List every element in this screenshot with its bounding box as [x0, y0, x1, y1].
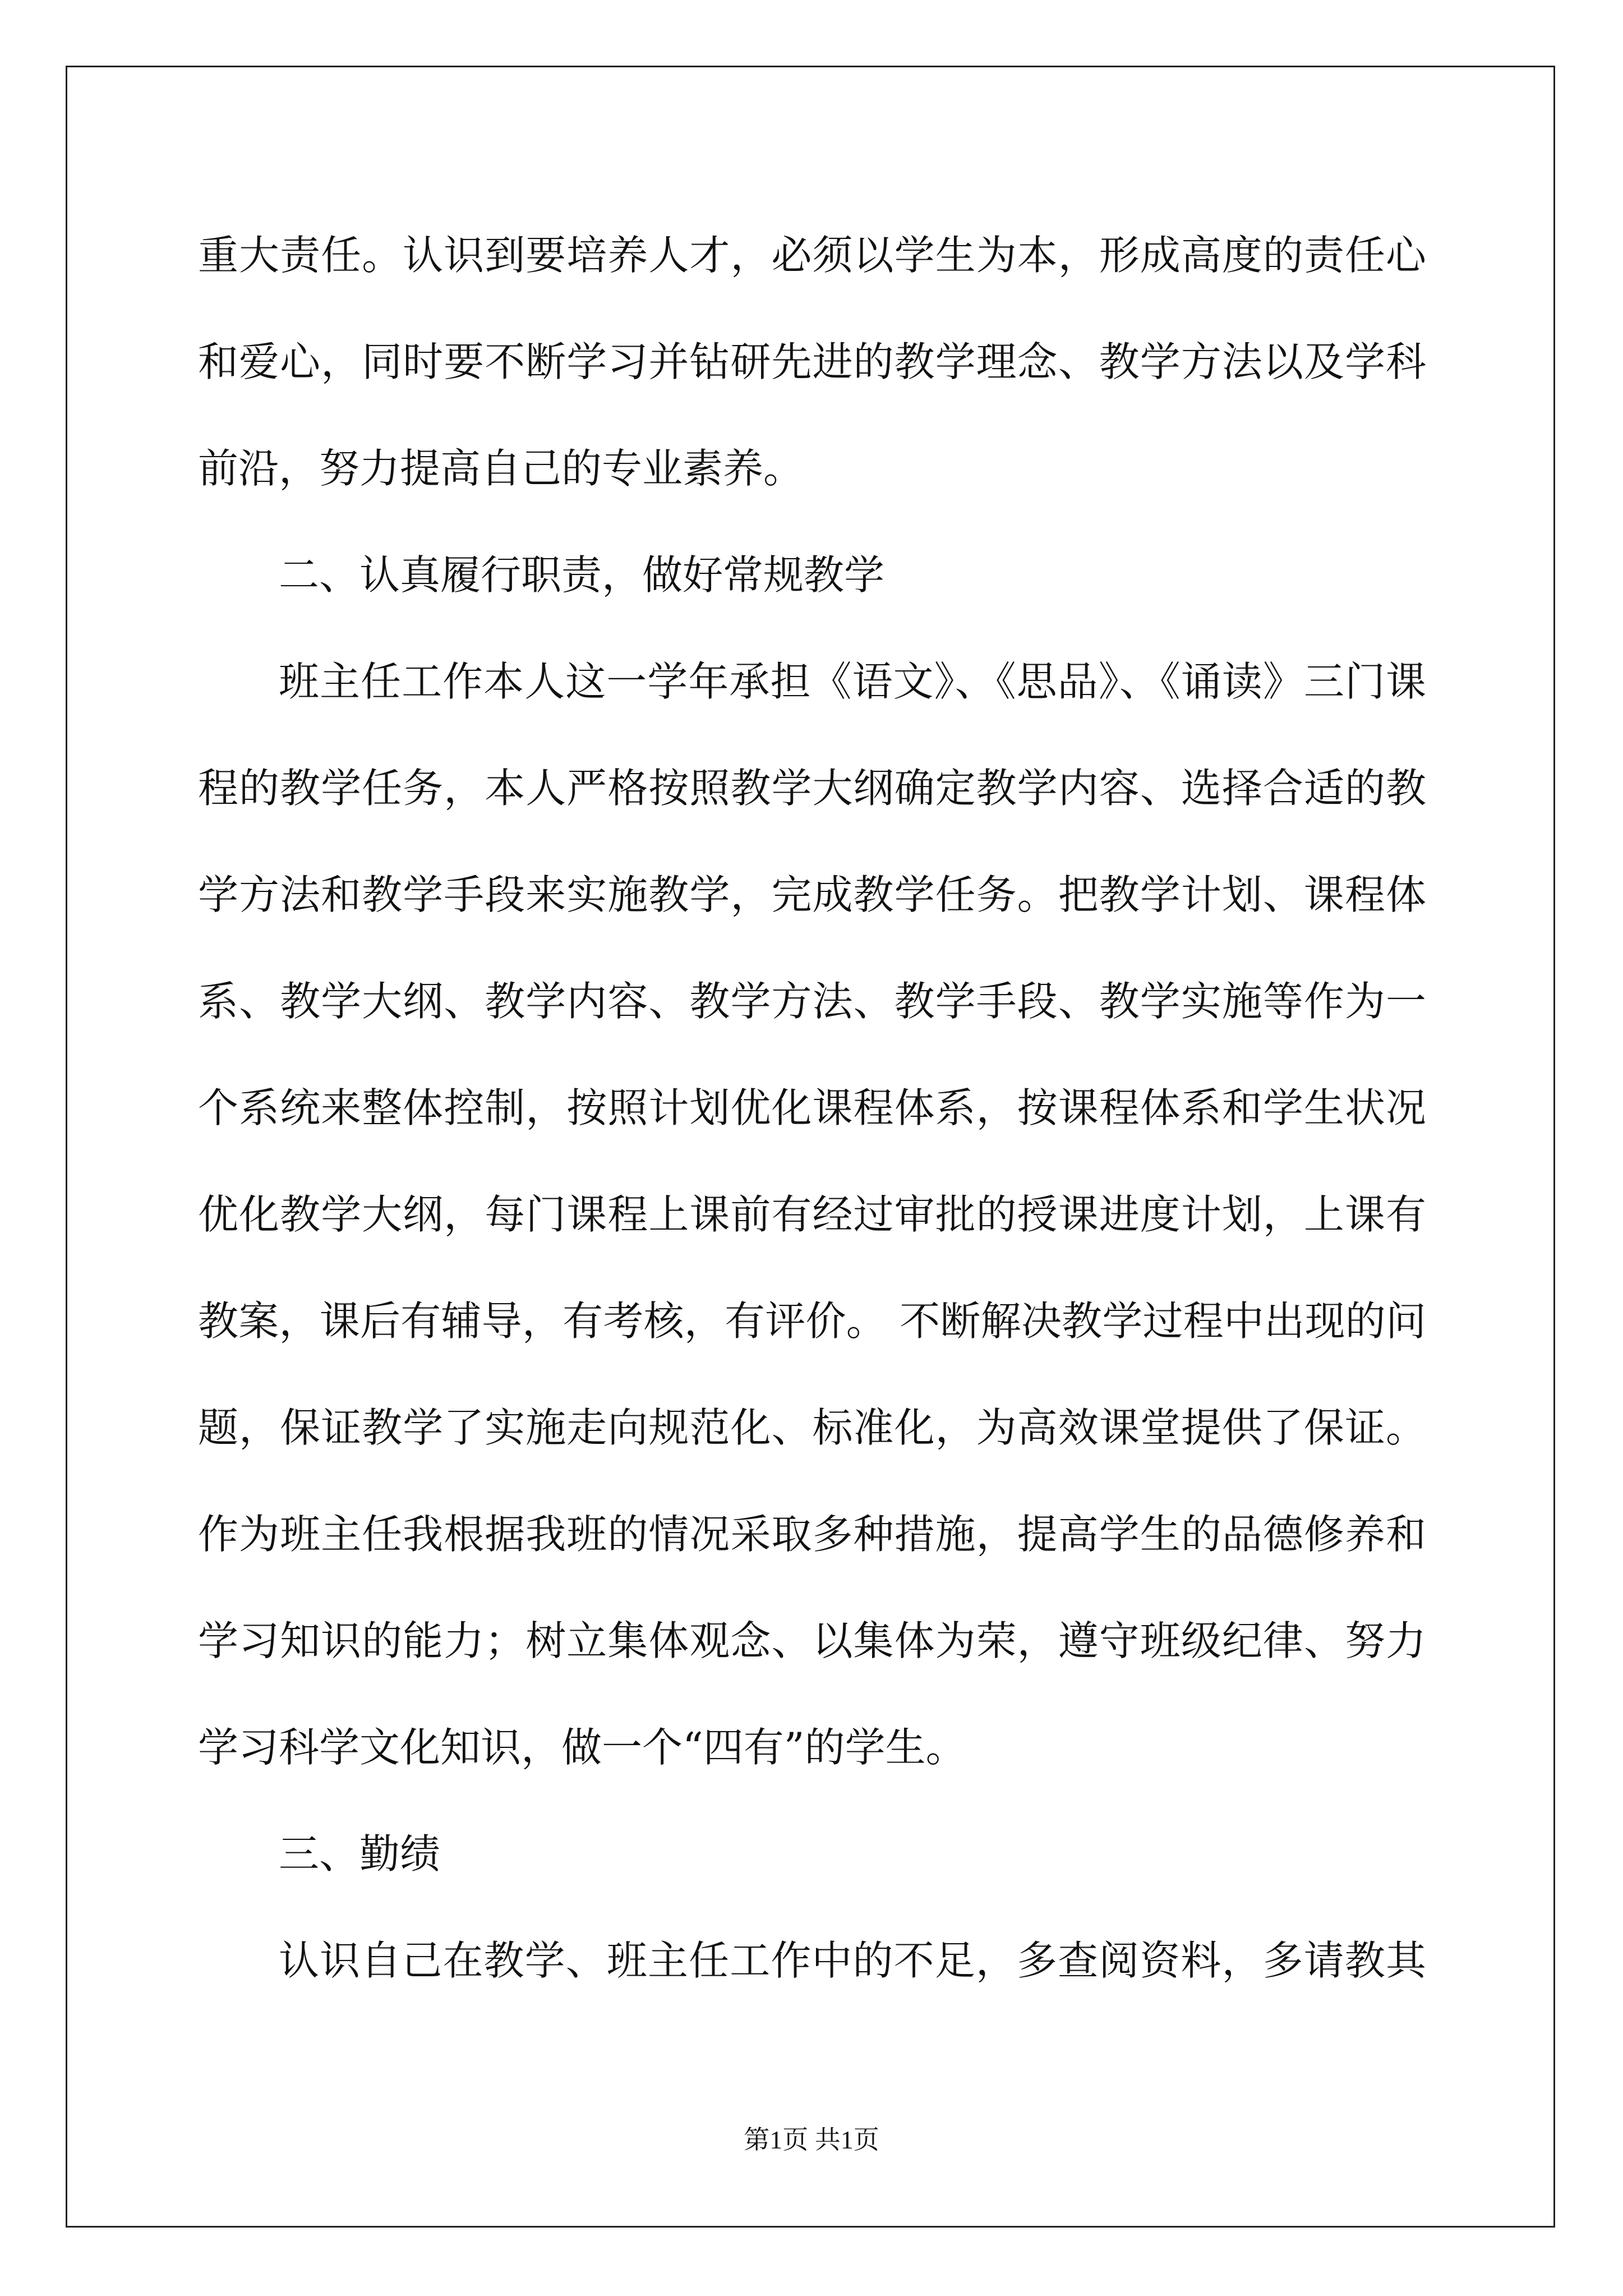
section-heading: 二、认真履行职责，做好常规教学 [279, 551, 885, 599]
text-line: 重大责任。认识到要培养人才，必须以学生为本，形成高度的责任心 [198, 232, 1426, 279]
section-heading: 三、勤绩 [279, 1830, 441, 1878]
text-line: 优化教学大纲，每门课程上课前有经过审批的授课进度计划，上课有 [198, 1191, 1426, 1238]
page-number-footer: 第1页 共1页 [744, 2125, 879, 2154]
text-line: 作为班主任我根据我班的情况采取多种措施，提高学生的品德修养和 [198, 1511, 1426, 1558]
text-line: 前沿，努力提高自己的专业素养。 [198, 445, 804, 492]
text-line: 认识自己在教学、班主任工作中的不足，多查阅资料，多请教其 [279, 1937, 1426, 1984]
text-line: 和爱心，同时要不断学习并钻研先进的教学理念、教学方法以及学科 [198, 338, 1426, 385]
text-line: 教案，课后有辅导，有考核，有评价。 不断解决教学过程中出现的问 [198, 1297, 1426, 1345]
text-line: 学方法和教学手段来实施教学，完成教学任务。把教学计划、课程体 [198, 871, 1426, 918]
text-line: 学习科学文化知识，做一个“四有”的学生。 [198, 1724, 966, 1771]
text-line: 系、教学大纲、教学内容、教学方法、教学手段、教学实施等作为一 [198, 978, 1426, 1025]
text-line: 个系统来整体控制，按照计划优化课程体系，按课程体系和学生状况 [198, 1084, 1426, 1131]
text-line: 程的教学任务，本人严格按照教学大纲确定教学内容、选择合适的教 [198, 765, 1426, 812]
text-line: 题，保证教学了实施走向规范化、标准化，为高效课堂提供了保证。 [198, 1404, 1426, 1451]
text-line: 学习知识的能力；树立集体观念、以集体为荣，遵守班级纪律、努力 [198, 1617, 1426, 1664]
text-line: 班主任工作本人这一学年承担《语文》、《思品》、《诵读》三门课 [279, 658, 1426, 705]
document-body [198, 202, 1426, 2014]
